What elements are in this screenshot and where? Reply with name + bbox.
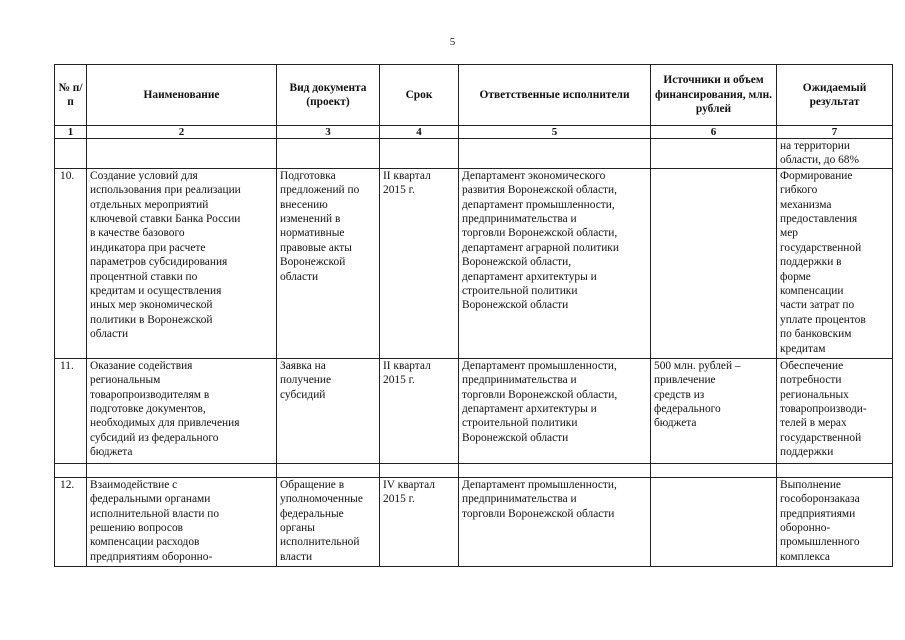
action-plan-table [54,64,893,567]
row-number: 12. [55,477,87,566]
table-row-spacer [55,463,893,477]
header-result: Ожидаемый результат [777,65,893,126]
table-row [55,358,893,463]
header-financing: Источники и объем финансирования, млн. рублей [651,65,777,126]
financing-cell [651,477,777,566]
header-doc-type: Вид документа (проект) [277,65,380,126]
result-cell: Выполнение гособоронзаказа предприятиями оборонно- промышленного комплекса [777,477,893,566]
executors-cell: Департамент экономического развития Воронежской области, департамент промышленности, предпринимательства и торговли Воронежской области, департамент аграрной политики Воронежской области, департамент архитектуры и строительной политики Воронежской области [459,168,651,358]
row-number: 11. [55,358,87,463]
column-number: 5 [459,126,651,139]
financing-cell [651,168,777,358]
term-cell: II квартал 2015 г. [380,168,459,358]
column-number-row [55,126,893,139]
result-cell: Обеспечение потребности региональных товаропроизводи- телей в мерах государственной поддержки [777,358,893,463]
financing-cell: 500 млн. рублей – привлечение средств из федерального бюджета [651,358,777,463]
doc-type-cell: Подготовка предложений по внесению изменений в нормативные правовые акты Воронежской области [277,168,380,358]
row-number: 10. [55,168,87,358]
name-cell: Создание условий для использования при реализации отдельных мероприятий ключевой ставки Банка России в качестве базового индикатора при расчете параметров субсидирования процентной ставки по кредитам и осуществления иных мер экономической политики в Воронежской области [87,168,277,358]
table-row [55,477,893,566]
doc-type-cell: Заявка на получение субсидий [277,358,380,463]
table-header-row [55,65,893,126]
column-number: 7 [777,126,893,139]
header-name: Наименование [87,65,277,126]
page-number: 5 [449,36,456,48]
column-number: 4 [380,126,459,139]
column-number: 3 [277,126,380,139]
term-cell: II квартал 2015 г. [380,358,459,463]
column-number: 1 [55,126,87,139]
column-number: 2 [87,126,277,139]
name-cell: Взаимодействие с федеральными органами исполнительной власти по решению вопросов компенсации расходов предприятиям оборонно- [87,477,277,566]
result-cell: Формирование гибкого механизма предоставления мер государственной поддержки в форме компенсации части затрат по уплате процентов по банковским кредитам [777,168,893,358]
table-row-continuation [55,139,893,169]
name-cell: Оказание содействия региональным товаропроизводителям в подготовке документов, необходимых для привлечения субсидий из федерального бюджета [87,358,277,463]
term-cell: IV квартал 2015 г. [380,477,459,566]
header-term: Срок [380,65,459,126]
executors-cell: Департамент промышленности, предпринимательства и торговли Воронежской области [459,477,651,566]
doc-type-cell: Обращение в уполномоченные федеральные органы исполнительной власти [277,477,380,566]
header-number: № п/п [55,65,87,126]
header-executors: Ответственные исполнители [459,65,651,126]
table-row [55,168,893,358]
result-cell: на территории области, до 68% [777,139,893,169]
executors-cell: Департамент промышленности, предпринимательства и торговли Воронежской области, департамент архитектуры и строительной политики Воронежской области [459,358,651,463]
column-number: 6 [651,126,777,139]
